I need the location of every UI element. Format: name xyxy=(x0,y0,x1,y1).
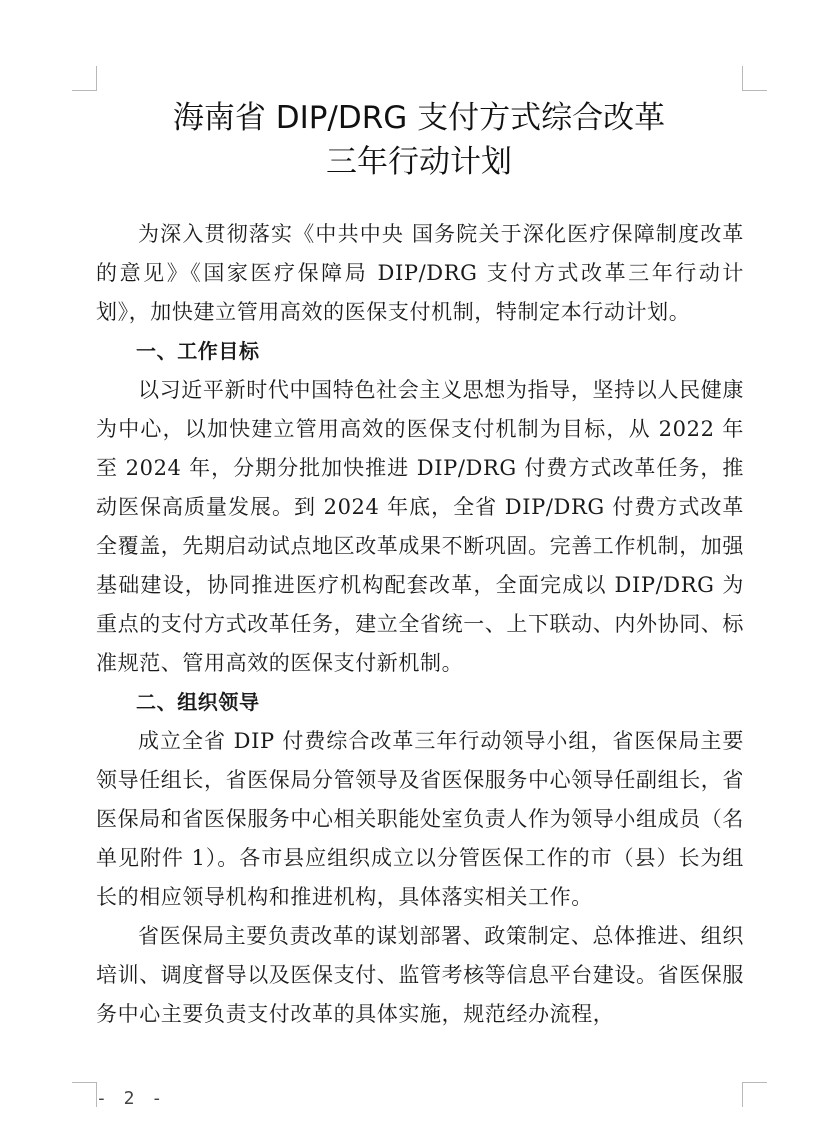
crop-mark-top-right xyxy=(742,66,767,91)
crop-mark-bottom-right xyxy=(742,1082,767,1107)
section1-paragraph: 以习近平新时代中国特色社会主义思想为指导，坚持以人民健康为中心，以加快建立管用高效的医保支付机制为目标，从 2022 年至 2024 年，分期分批加快推进 DIP/DRG 付费方式改革任务，推动医保高质量发展。到 2024 年底，全省 DIP/DRG 付费方式改革全覆盖，先期启动试点地区改革成果不断巩固。完善工作机制，加强基础建设，协同推进医疗机构配套改革，全面完成以 DIP/DRG 为重点的支付方式改革任务，建立全省统一、上下联动、内外协同、标准规范、管用高效的医保支付新机制。 xyxy=(96,378,744,675)
document-title-line1: 海南省 DIP/DRG 支付方式综合改革 xyxy=(172,100,666,136)
section2-paragraph-1: 成立全省 DIP 付费综合改革三年行动领导小组，省医保局主要领导任组长，省医保局分管领导及省医保服务中心领导任副组长，省医保局和省医保服务中心相关职能处室负责人作为领导小组成员（名单见附件 1）。各市县应组织成立以分管医保工作的市（县）长为组长的相应领导机构和推进机构，具体落实相关工作。 xyxy=(96,729,744,909)
section1-heading: 一、工作目标 xyxy=(136,339,260,363)
crop-mark-bottom-left xyxy=(72,1082,97,1107)
section2-paragraph-2: 省医保局主要负责改革的谋划部署、政策制定、总体推进、组织培训、调度督导以及医保支付、监管考核等信息平台建设。省医保服务中心主要负责支付改革的具体实施，规范经办流程， xyxy=(96,924,744,1026)
document-title-line2: 三年行动计划 xyxy=(326,144,512,180)
page-number: - 2 - xyxy=(96,1088,166,1109)
section2-heading: 二、组织领导 xyxy=(136,690,260,714)
crop-mark-top-left xyxy=(72,66,97,91)
document-body xyxy=(96,215,744,1034)
intro-paragraph: 为深入贯彻落实《中共中央 国务院关于深化医疗保障制度改革的意见》《国家医疗保障局 DIP/DRG 支付方式改革三年行动计划》，加快建立管用高效的医保支付机制，特制定本行动计划。 xyxy=(96,222,744,324)
